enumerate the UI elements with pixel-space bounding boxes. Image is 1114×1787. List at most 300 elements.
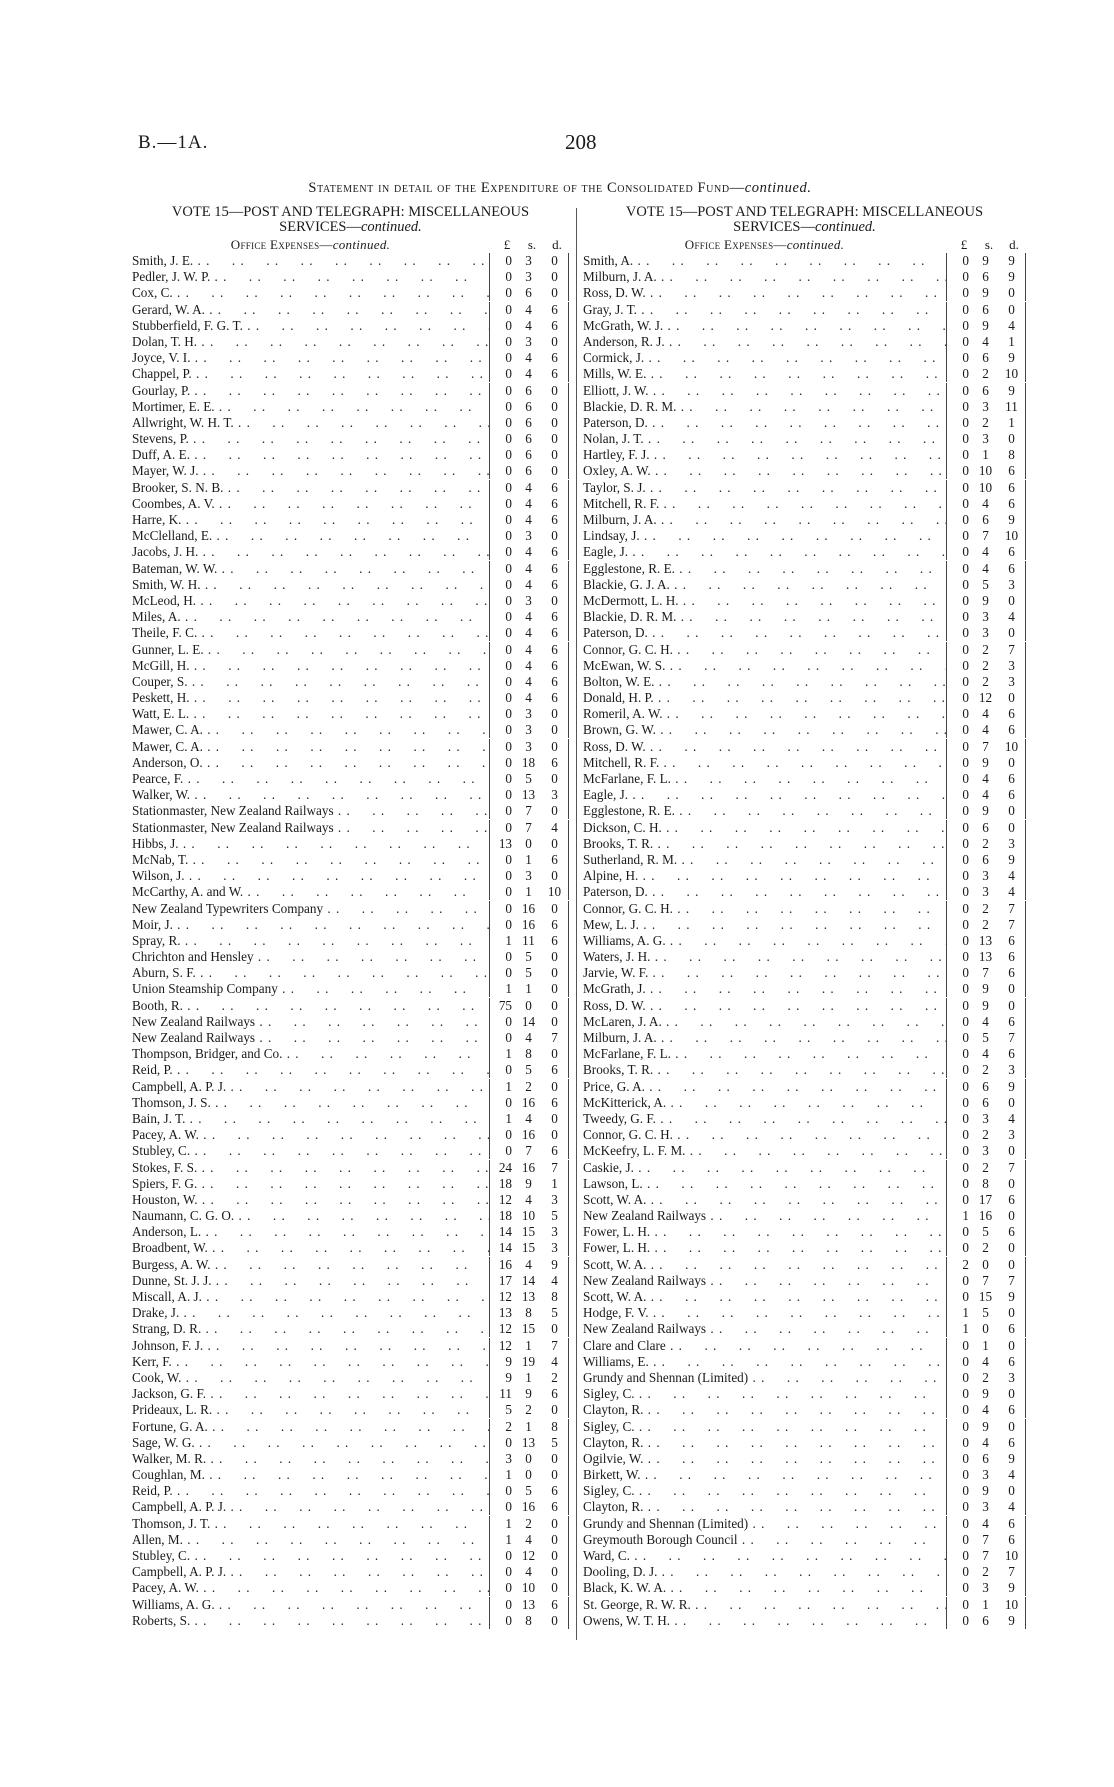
ledger-entry bbox=[583, 480, 1026, 496]
payee-name-text: Moir, J. bbox=[132, 916, 173, 932]
amount bbox=[489, 447, 569, 463]
amount bbox=[489, 981, 569, 997]
payee-name-text: Burgess, A. W. bbox=[132, 1256, 211, 1272]
ledger-entry bbox=[583, 269, 1026, 285]
amount-shillings: 4 bbox=[525, 625, 532, 641]
amount bbox=[946, 1370, 1026, 1386]
ledger-entry bbox=[132, 253, 569, 269]
payee-name-text: Eagle, J. bbox=[583, 787, 629, 803]
amount-shillings: 9 bbox=[982, 803, 989, 819]
payee-name-text: Lindsay, J. bbox=[583, 528, 640, 544]
amount bbox=[946, 1079, 1026, 1095]
amount bbox=[489, 1354, 569, 1370]
amount bbox=[946, 318, 1026, 334]
amount-pounds: 12 bbox=[498, 1289, 512, 1304]
ledger-entry bbox=[132, 528, 569, 544]
amount-pounds: 9 bbox=[505, 1353, 512, 1369]
amount-pounds: 0 bbox=[962, 900, 969, 916]
payee-name-text: Smith, A. bbox=[583, 253, 634, 268]
payee-name bbox=[583, 1030, 946, 1046]
amount-shillings: 5 bbox=[525, 949, 532, 965]
amount-shillings: 3 bbox=[525, 253, 532, 268]
amount-shillings: 3 bbox=[525, 868, 532, 884]
amount-pounds: 0 bbox=[505, 1548, 512, 1563]
amount-pence: 5 bbox=[551, 1208, 558, 1224]
amount-pence: 6 bbox=[1008, 787, 1015, 803]
amount-pounds: 0 bbox=[505, 463, 512, 479]
amount-pence: 6 bbox=[551, 1386, 558, 1402]
payee-name bbox=[583, 253, 946, 269]
amount-pounds: 1 bbox=[505, 1046, 512, 1062]
payee-name bbox=[132, 1305, 489, 1321]
amount-pence: 0 bbox=[1008, 1483, 1015, 1499]
amount-shillings: 4 bbox=[982, 1353, 989, 1369]
payee-name-text: Gray, J. T. bbox=[583, 301, 637, 317]
amount bbox=[489, 1079, 569, 1095]
ledger-entry bbox=[583, 399, 1026, 415]
payee-name-text: Ross, D. W. bbox=[583, 285, 646, 301]
ledger-entry bbox=[132, 1257, 569, 1273]
ledger-entry bbox=[132, 933, 569, 949]
payee-name bbox=[583, 544, 946, 560]
amount-pounds: 0 bbox=[505, 787, 512, 803]
amount-pounds: 0 bbox=[962, 1224, 969, 1240]
amount-pounds: 1 bbox=[505, 932, 512, 948]
payee-name bbox=[583, 1111, 946, 1127]
amount-pence: 0 bbox=[551, 1013, 558, 1029]
payee-name bbox=[132, 528, 489, 544]
amount-pounds: 0 bbox=[505, 1612, 512, 1628]
payee-name bbox=[132, 1079, 489, 1095]
amount bbox=[946, 803, 1026, 819]
ledger-entry bbox=[132, 1370, 569, 1386]
amount-pence: 7 bbox=[1008, 1272, 1015, 1288]
amount-shillings: 6 bbox=[982, 301, 989, 317]
amount-shillings: 10 bbox=[978, 463, 993, 479]
amount bbox=[946, 787, 1026, 803]
amount bbox=[489, 1499, 569, 1515]
amount bbox=[946, 544, 1026, 560]
amount-shillings: 13 bbox=[521, 1434, 536, 1450]
payee-name bbox=[583, 1435, 946, 1451]
amount-pence: 6 bbox=[1008, 544, 1015, 560]
payee-name bbox=[132, 512, 489, 528]
payee-name bbox=[132, 350, 489, 366]
payee-name-text: Sutherland, R. M. bbox=[583, 851, 678, 867]
payee-name-text: Stokes, F. S. bbox=[132, 1159, 198, 1175]
payee-name-text: Stubley, C. bbox=[132, 1143, 191, 1159]
payee-name bbox=[132, 1402, 489, 1418]
amount-pence: 9 bbox=[1008, 350, 1015, 366]
ledger-entry bbox=[583, 1419, 1026, 1435]
payee-name bbox=[583, 1402, 946, 1418]
amount-shillings: 2 bbox=[982, 835, 989, 851]
amount-shillings: 9 bbox=[982, 1483, 989, 1499]
payee-name bbox=[583, 1548, 946, 1564]
amount-pence: 6 bbox=[1008, 479, 1015, 495]
amount-pence: 7 bbox=[551, 1159, 558, 1175]
payee-name bbox=[132, 1451, 489, 1467]
left-subheading bbox=[132, 237, 489, 253]
payee-name-text: Brooks, T. R. bbox=[583, 1062, 654, 1078]
ledger-entry bbox=[583, 690, 1026, 706]
amount-pounds: 0 bbox=[505, 269, 512, 285]
payee-name-text: Bain, J. T. bbox=[132, 1110, 186, 1126]
ledger-entry bbox=[132, 480, 569, 496]
payee-name-text: New Zealand Typewriters Company bbox=[132, 900, 324, 916]
amount-pounds: 0 bbox=[962, 366, 969, 382]
amount-shillings: 6 bbox=[982, 382, 989, 398]
payee-name bbox=[583, 1532, 946, 1548]
payee-name bbox=[132, 625, 489, 641]
amount-shillings: 6 bbox=[982, 819, 989, 835]
amount-pence: 9 bbox=[1008, 512, 1015, 527]
amount-pence: 4 bbox=[1008, 868, 1015, 884]
payee-name-text: Grundy and Shennan (Limited) bbox=[583, 1515, 749, 1531]
amount-pence: 8 bbox=[551, 1418, 558, 1434]
amount-pounds: 0 bbox=[505, 350, 512, 366]
amount-pence: 1 bbox=[1008, 414, 1015, 430]
ledger-entry bbox=[583, 739, 1026, 755]
amount-pounds: 0 bbox=[962, 1159, 969, 1175]
ledger-entry bbox=[583, 981, 1026, 997]
ledger-entry bbox=[132, 1564, 569, 1580]
amount-shillings: 12 bbox=[978, 690, 993, 706]
amount-pence: 0 bbox=[1008, 431, 1015, 447]
amount bbox=[946, 658, 1026, 674]
payee-name bbox=[132, 949, 489, 965]
ledger-entry bbox=[583, 722, 1026, 738]
ledger-entry bbox=[132, 1127, 569, 1143]
amount-pence: 6 bbox=[551, 495, 558, 511]
amount bbox=[489, 1111, 569, 1127]
payee-name bbox=[583, 787, 946, 803]
amount bbox=[489, 1613, 569, 1629]
amount-pence: 0 bbox=[551, 1402, 558, 1418]
left-entries-list bbox=[132, 253, 569, 1629]
amount-pounds: 0 bbox=[505, 754, 512, 770]
payee-name-text: McKitterick, A. bbox=[583, 1094, 667, 1110]
amount-shillings: 11 bbox=[522, 932, 535, 948]
amount-shillings: 3 bbox=[982, 1499, 989, 1515]
column-divider bbox=[576, 208, 577, 1640]
amount bbox=[489, 1451, 569, 1467]
amount bbox=[489, 1435, 569, 1451]
payee-name bbox=[583, 1564, 946, 1580]
amount-shillings: 4 bbox=[525, 1531, 532, 1547]
amount bbox=[946, 1305, 1026, 1321]
payee-name bbox=[132, 1289, 489, 1305]
payee-name-text: Drake, J. bbox=[132, 1305, 180, 1321]
payee-name-text: Strang, D. R. bbox=[132, 1321, 202, 1337]
payee-name bbox=[132, 1499, 489, 1515]
ledger-entry bbox=[132, 334, 569, 350]
amount bbox=[489, 1305, 569, 1321]
ledger-entry bbox=[132, 722, 569, 738]
amount-pence: 3 bbox=[1008, 657, 1015, 673]
payee-name-text: Scott, W. A. bbox=[583, 1256, 647, 1272]
payee-name bbox=[583, 1095, 946, 1111]
amount-shillings: 16 bbox=[521, 1159, 536, 1175]
amount bbox=[946, 1386, 1026, 1402]
amount bbox=[489, 625, 569, 641]
amount-pence: 4 bbox=[551, 1272, 558, 1288]
payee-name bbox=[132, 1321, 489, 1337]
amount bbox=[489, 544, 569, 560]
payee-name-text: Brooks, T. R. bbox=[583, 835, 654, 851]
amount-shillings: 2 bbox=[982, 1127, 989, 1143]
amount-pence: 0 bbox=[551, 1531, 558, 1547]
amount-pounds: 0 bbox=[962, 317, 969, 333]
amount bbox=[946, 350, 1026, 366]
ledger-entry bbox=[583, 1516, 1026, 1532]
payee-name bbox=[132, 1095, 489, 1111]
payee-name bbox=[132, 383, 489, 399]
amount-shillings: 4 bbox=[525, 301, 532, 317]
amount-shillings: 7 bbox=[982, 1272, 989, 1288]
amount-pounds: 0 bbox=[962, 625, 969, 641]
amount bbox=[489, 1532, 569, 1548]
amount bbox=[946, 998, 1026, 1014]
amount-pounds: 0 bbox=[962, 1548, 969, 1563]
payee-name bbox=[583, 965, 946, 981]
amount-shillings: 4 bbox=[982, 560, 989, 576]
ledger-entry bbox=[583, 1046, 1026, 1062]
payee-name-text: Scott, W. A. bbox=[583, 1289, 647, 1304]
payee-name-text: Ogilvie, W. bbox=[583, 1450, 644, 1466]
amount-pounds: 0 bbox=[505, 560, 512, 576]
amount bbox=[946, 447, 1026, 463]
payee-name-text: Bateman, W. W. bbox=[132, 560, 218, 576]
ledger-entry bbox=[132, 577, 569, 593]
payee-name-text: McFarlane, F. L. bbox=[583, 1046, 671, 1062]
ledger-entry bbox=[583, 1338, 1026, 1354]
payee-name bbox=[132, 544, 489, 560]
amount-pounds: 12 bbox=[498, 1321, 512, 1337]
ledger-entry bbox=[132, 512, 569, 528]
ledger-entry bbox=[132, 593, 569, 609]
amount-pence: 7 bbox=[1008, 1564, 1015, 1580]
ledger-entry bbox=[132, 561, 569, 577]
payee-name-text: Thomson, J. T. bbox=[132, 1515, 211, 1531]
amount-pence: 0 bbox=[551, 722, 558, 738]
payee-name bbox=[583, 1240, 946, 1256]
amount-pounds: 0 bbox=[962, 1240, 969, 1256]
payee-name-text: Greymouth Borough Council bbox=[583, 1531, 738, 1547]
amount-pence: 0 bbox=[551, 1548, 558, 1563]
payee-name-text: McKeefry, L. F. M. bbox=[583, 1143, 686, 1159]
amount bbox=[946, 820, 1026, 836]
amount-shillings: 5 bbox=[525, 771, 532, 786]
payee-name bbox=[132, 787, 489, 803]
amount-pounds: 0 bbox=[962, 754, 969, 770]
amount-shillings: 3 bbox=[982, 1467, 989, 1483]
page-code: B.—1A. bbox=[138, 132, 209, 153]
ledger-entry bbox=[583, 852, 1026, 868]
amount-shillings: 4 bbox=[525, 1030, 532, 1045]
ledger-entry bbox=[132, 1240, 569, 1256]
amount-shillings: 2 bbox=[982, 641, 989, 657]
payee-name-text: St. George, R. W. R. bbox=[583, 1596, 691, 1612]
amount-pence: 9 bbox=[1008, 1450, 1015, 1466]
amount-pounds: 9 bbox=[505, 1369, 512, 1385]
ledger-entry bbox=[583, 1613, 1026, 1629]
amount bbox=[489, 1386, 569, 1402]
amount-shillings: 7 bbox=[525, 803, 532, 819]
payee-name-text: Allen, M. bbox=[132, 1531, 183, 1547]
payee-name-text: Milburn, J. A. bbox=[583, 269, 657, 285]
ledger-entry bbox=[132, 884, 569, 900]
payee-name bbox=[583, 302, 946, 318]
amount-shillings: 13 bbox=[978, 949, 993, 965]
amount bbox=[946, 1208, 1026, 1224]
payee-name bbox=[583, 755, 946, 771]
amount-pence: 0 bbox=[551, 868, 558, 884]
payee-name-text: Thompson, Bridger, and Co. bbox=[132, 1046, 283, 1062]
amount-pence: 0 bbox=[551, 592, 558, 608]
amount-pence: 0 bbox=[1008, 690, 1015, 706]
payee-name bbox=[132, 1597, 489, 1613]
ledger-entry bbox=[583, 901, 1026, 917]
payee-name bbox=[583, 1516, 946, 1532]
amount-pence: 6 bbox=[551, 317, 558, 333]
amount-shillings: 4 bbox=[525, 576, 532, 592]
payee-name-text: Mitchell, R. F. bbox=[583, 754, 660, 770]
payee-name bbox=[583, 933, 946, 949]
amount-shillings: 9 bbox=[982, 1386, 989, 1402]
amount-shillings: 4 bbox=[982, 495, 989, 511]
amount-pounds: 24 bbox=[498, 1159, 512, 1175]
amount bbox=[946, 1127, 1026, 1143]
amount-pounds: 3 bbox=[505, 1450, 512, 1466]
payee-name-text: Cormick, J. bbox=[583, 350, 645, 366]
ledger-entry bbox=[583, 1014, 1026, 1030]
payee-name-text: Eagle, J. bbox=[583, 544, 629, 560]
amount bbox=[946, 609, 1026, 625]
payee-name-text: Sigley, C. bbox=[583, 1483, 635, 1499]
ledger-entry bbox=[132, 1435, 569, 1451]
amount-shillings: 7 bbox=[982, 738, 989, 754]
amount bbox=[946, 1499, 1026, 1515]
payee-name-text: Ross, D. W. bbox=[583, 738, 646, 754]
amount bbox=[946, 722, 1026, 738]
amount-pence: 6 bbox=[1008, 1531, 1015, 1547]
amount-pence: 7 bbox=[1008, 916, 1015, 932]
ledger-entry bbox=[583, 1354, 1026, 1370]
amount-shillings: 14 bbox=[521, 1013, 536, 1029]
amount-pounds: 0 bbox=[505, 1499, 512, 1515]
amount bbox=[946, 674, 1026, 690]
ledger-entry bbox=[132, 998, 569, 1014]
ledger-entry bbox=[583, 253, 1026, 269]
ledger-entry bbox=[132, 1014, 569, 1030]
amount-pence: 6 bbox=[551, 1499, 558, 1515]
amount-pounds: 11 bbox=[499, 1386, 512, 1402]
amount bbox=[489, 771, 569, 787]
ledger-entry bbox=[583, 1257, 1026, 1273]
amount-pence: 9 bbox=[1008, 1612, 1015, 1628]
amount-pounds: 0 bbox=[962, 1062, 969, 1078]
right-vote-heading bbox=[583, 205, 1026, 236]
amount bbox=[946, 1273, 1026, 1289]
amount-pounds: 0 bbox=[962, 932, 969, 948]
payee-name bbox=[132, 1435, 489, 1451]
ledger-entry bbox=[132, 285, 569, 301]
amount-pence: 6 bbox=[551, 366, 558, 382]
amount bbox=[489, 1160, 569, 1176]
amount-shillings: 4 bbox=[982, 1013, 989, 1029]
amount-pence: 6 bbox=[1008, 722, 1015, 738]
payee-name-text: Couper, S. bbox=[132, 673, 188, 689]
amount-shillings: 6 bbox=[525, 285, 532, 301]
ledger-entry bbox=[583, 1127, 1026, 1143]
ledger-entry bbox=[132, 820, 569, 836]
amount-pounds: 0 bbox=[505, 706, 512, 722]
ledger-entry bbox=[132, 1321, 569, 1337]
payee-name bbox=[132, 431, 489, 447]
amount-pounds: 14 bbox=[498, 1240, 512, 1256]
amount-pence: 0 bbox=[551, 382, 558, 398]
payee-name bbox=[132, 1483, 489, 1499]
amount-pounds: 0 bbox=[962, 819, 969, 835]
payee-name-text: Egglestone, R. E. bbox=[583, 803, 675, 819]
ledger-entry bbox=[583, 917, 1026, 933]
amount-shillings: 16 bbox=[521, 1127, 536, 1143]
amount-pence: 0 bbox=[1008, 1418, 1015, 1434]
amount-pence: 6 bbox=[551, 673, 558, 689]
payee-name bbox=[132, 998, 489, 1014]
payee-name-text: Hibbs, J. bbox=[132, 835, 179, 851]
payee-name bbox=[132, 447, 489, 463]
ledger-entry bbox=[583, 1386, 1026, 1402]
payee-name-text: Williams, A. G. bbox=[132, 1596, 215, 1612]
ledger-entry bbox=[583, 1532, 1026, 1548]
amount-shillings: 9 bbox=[982, 1418, 989, 1434]
ledger-entry bbox=[132, 917, 569, 933]
amount-pounds: 0 bbox=[962, 981, 969, 997]
amount-pence: 10 bbox=[547, 884, 562, 900]
amount-pence: 6 bbox=[1008, 1321, 1015, 1337]
ledger-entry bbox=[132, 836, 569, 852]
amount bbox=[946, 383, 1026, 399]
amount bbox=[489, 350, 569, 366]
amount bbox=[946, 366, 1026, 382]
amount-pounds: 0 bbox=[962, 285, 969, 301]
payee-name-text: McFarlane, F. L. bbox=[583, 771, 671, 786]
amount-pence: 6 bbox=[551, 1062, 558, 1078]
amount-pounds: 0 bbox=[505, 819, 512, 835]
payee-name bbox=[132, 366, 489, 382]
amount-pence: 7 bbox=[1008, 900, 1015, 916]
amount-pounds: 5 bbox=[505, 1402, 512, 1418]
payee-name bbox=[583, 1289, 946, 1305]
payee-name bbox=[132, 1046, 489, 1062]
payee-name-text: Duff, A. E. bbox=[132, 447, 190, 463]
payee-name bbox=[583, 836, 946, 852]
ledger-entry bbox=[132, 318, 569, 334]
amount-pounds: 1 bbox=[505, 1515, 512, 1531]
ledger-entry bbox=[132, 1030, 569, 1046]
ledger-entry bbox=[583, 609, 1026, 625]
amount-shillings: 6 bbox=[982, 350, 989, 366]
amount bbox=[489, 1338, 569, 1354]
payee-name-text: Stationmaster, New Zealand Railways bbox=[132, 803, 334, 819]
amount bbox=[946, 1548, 1026, 1564]
left-subheading-text: Office Expenses— bbox=[230, 237, 333, 252]
amount-shillings: 4 bbox=[525, 657, 532, 673]
payee-name-text: Paterson, D. bbox=[583, 414, 648, 430]
amount-pounds: 0 bbox=[505, 1434, 512, 1450]
